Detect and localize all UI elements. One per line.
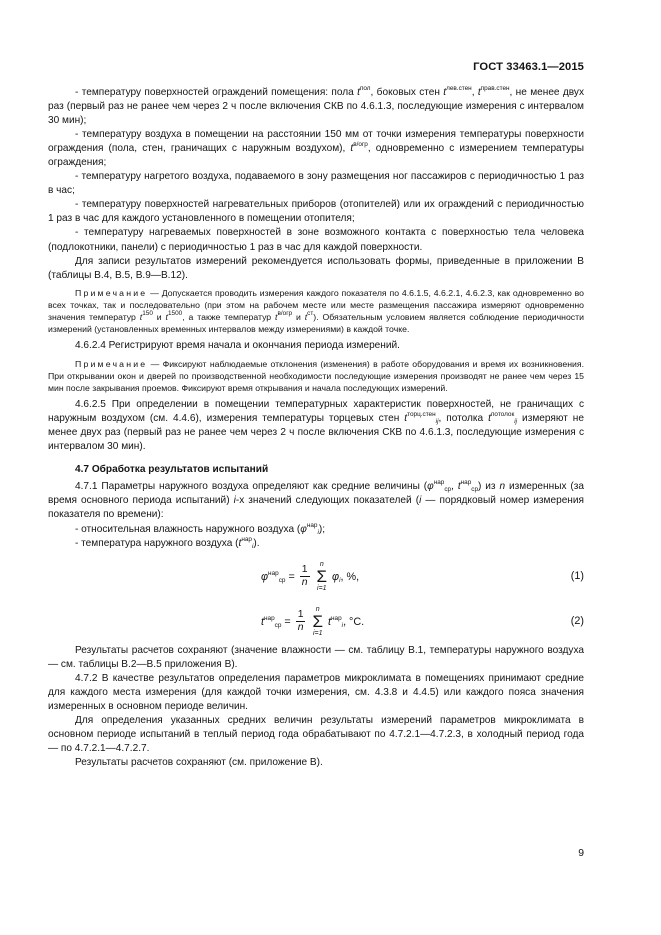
fraction: $\frac{1}{n}$ (297, 609, 304, 634)
formula-number-2: (2) (570, 614, 584, 627)
paragraph-4-7-1: 4.7.1 Параметры наружного воздуха определяют как средние величины ($\varphi^{нар}ср$, $t^{нар}ср$) из n измеренных (за время основного периода испытаний) i-х значений следующих показателей (i — порядковый номер измерения показателя по времени): (48, 479, 584, 521)
document-code: ГОСТ 33463.1—2015 (473, 61, 584, 73)
formula-1-expression: $\varphi^{нар}ср$ = $\frac{1}{n}$ n Σ i=1 φi, %, (261, 560, 360, 592)
sum-symbol: n Σ i=1 (312, 605, 323, 637)
paragraph-record-forms: Для записи результатов измерений рекомендуется использовать формы, приведенные в приложении В (таблицы В.4, В.5, В.9—В.12). (48, 255, 584, 281)
fraction: $\frac{1}{n}$ (301, 564, 308, 589)
paragraph-results-saved: Результаты расчетов сохраняют (значение влажности — см. таблицу В.1, температуры наружного воздуха — см. таблицы В.2—В.5 приложения В). (48, 644, 584, 670)
note-deviations: Примечание — Фиксируют наблюдаемые отклонения (изменения) в работе оборудования и время их возникновения. При открывании окон и дверей по производственной необходимости последующие измерения производят не ранее чем через 15 мин после закрывания проемов. Фиксируют время открывания и начала последующих измерений. (48, 358, 584, 393)
formula-temperature-mean (48, 599, 584, 641)
paragraph-air-temperature: - температуру воздуха в помещении на расстоянии 150 мм от точки измерения температуры поверхности ограждения (пола, стен, граничащих с наружным воздухом), $t^{в/огр}$, одновременно с измерением температуры ограждения; (48, 129, 584, 169)
paragraph-surface-temperatures: - температуру поверхностей ограждений помещения: пола $t^{пол}$, боковых стен $t^{лев.стен}$, $t^{прав.стен}$, не менее двух раз (первый раз не ранее чем через 2 ч после включения СКВ по 4.6.1.3, последующие измерения с интервалом 30 мин); (48, 85, 584, 127)
sum-symbol: n Σ i=1 (316, 560, 328, 592)
paragraph-heaters: - температуру поверхностей нагревательных приборов (отопителей) или их ограждений с периодичностью 1 раз в час для каждого установленного в помещении отопителя; (48, 199, 584, 225)
page-content (48, 86, 584, 770)
paragraph-heated-air: - температуру нагретого воздуха, подаваемого в зону размещения ног пассажиров с периодичностью 1 раз в час; (48, 171, 584, 197)
paragraph-processing: Для определения указанных средних величин результаты измерений параметров микроклимата в основном периоде испытаний в теплый период года обрабатывают по 4.7.2.1—4.7.2.3, в холодный период года — по 4.7.2.1—4.7.2.7. (48, 714, 584, 754)
list-item-temperature: - температура наружного воздуха $(t^{нар}i)$. (75, 535, 260, 550)
section-title-4-7: 4.7 Обработка результатов испытаний (75, 464, 269, 476)
page-number: 9 (578, 848, 584, 859)
formula-2-expression: $t^{нар}ср$ = $\frac{1}{n}$ n Σ i=1 $t^{нар}i$, °С. (261, 605, 365, 637)
paragraph-heated-surfaces: - температуру нагреваемых поверхностей в зоне возможного контакта с поверхностью тела человека (подлокотники, панели) с периодичностью 1 раз в час для каждой поверхности. (48, 227, 584, 253)
note-measurement-order: Примечание — Допускается проводить измерения каждого показателя по 4.6.1.5, 4.6.2.1, 4.6.2.3, как одновременно во всех точках, так и последовательно (при этом на рабочем месте или месте размещения пассажира измеряют одновременно значения температур $t^{150}$ и $t^{1500}$, а также температур $t^{в/огр}$ и $t^{ст}$). Обязательным условием является соблюдение периодичности измерений (установленных временных интервалов между измерениями) в каждой точке. (48, 287, 584, 335)
list-item-humidity: - относительная влажность наружного воздуха $(\varphi^{нар}i)$; (75, 521, 326, 536)
paragraph-4-6-2-5: 4.6.2.5 При определении в помещении температурных характеристик поверхностей, не граничащих с наружным воздухом (см. 4.4.6), измерения температуры торцевых стен $t^{торц.стен}ij$, потолка $t^{потолок}ij$ измеряют не менее двух раз (первый раз не ранее чем через 2 ч после включения СКВ по 4.6.1.3, последующие измерения с интервалом 30 мин). (48, 399, 584, 453)
formula-number-1: (1) (570, 569, 584, 582)
paragraph-4-6-2-4: 4.6.2.4 Регистрируют время начала и окончания периода измерений. (75, 340, 400, 352)
paragraph-results-saved-b: Результаты расчетов сохраняют (см. приложение В). (75, 756, 323, 768)
paragraph-4-7-2: 4.7.2 В качестве результатов определения параметров микроклимата в помещениях принимают средние для каждого места измерения (для каждой точки измерения, см. 4.3.8 и 4.4.5) или каждого пояса значения измеренных в основном периоде величин. (48, 672, 584, 712)
formula-humidity-mean (48, 554, 584, 596)
